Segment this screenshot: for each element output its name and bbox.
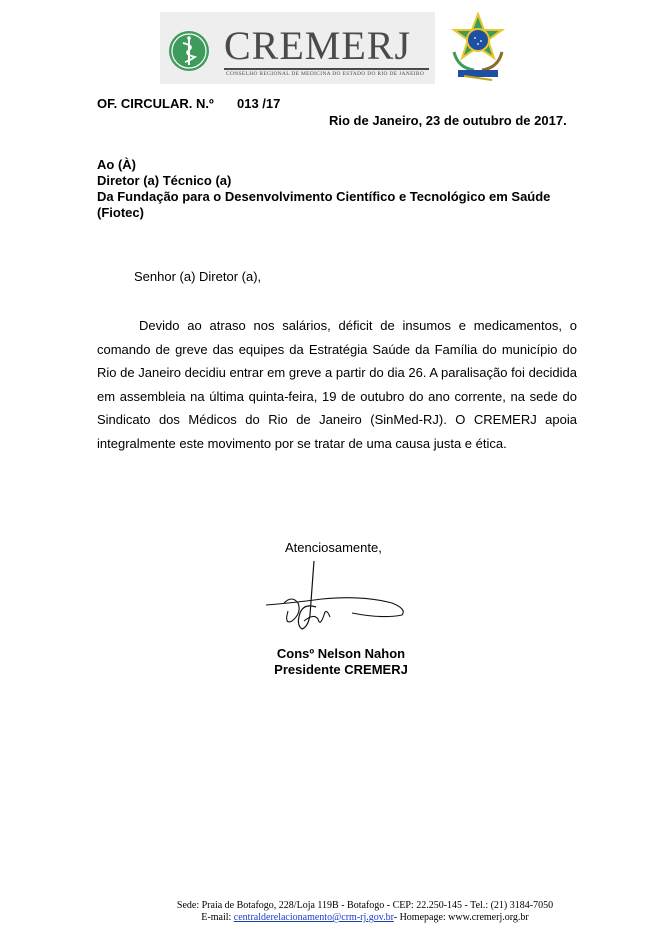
brand-divider [224, 68, 429, 70]
recipient-line: Da Fundação para o Desenvolvimento Científico e Tecnológico em Saúde [97, 189, 551, 204]
handwritten-signature [262, 555, 412, 647]
brand-name: CREMERJ [224, 23, 412, 68]
recipient-line: Diretor (a) Técnico (a) [97, 173, 232, 188]
signer-title: Presidente CREMERJ [274, 662, 408, 677]
coat-of-arms-icon [444, 12, 512, 84]
reference-label: OF. CIRCULAR. N.º [97, 96, 214, 111]
caduceus-logo-icon [168, 30, 210, 72]
body-paragraph: Devido ao atraso nos salários, déficit de insumos e medicamentos, o comando de greve das equipes da Estratégia Saúde da Família do município do Rio de Janeiro decidiu entrar em greve a partir do dia 26. A paralisação foi decidida em assembleia na última quinta-feira, 19 de outubro do ano corrente, na sede do Sindicato dos Médicos do Rio de Janeiro (SinMed-RJ). O CREMERJ apoia integralmente este movimento por se tratar de uma causa justa e ética. [97, 318, 577, 451]
letterhead [160, 10, 515, 86]
brand-subtitle: CONSELHO REGIONAL DE MEDICINA DO ESTADO DO RIO DE JANEIRO [226, 71, 425, 77]
letter-date: Rio de Janeiro, 23 de outubro de 2017. [329, 113, 567, 128]
footer-homepage: - Homepage: www.cremerj.org.br [393, 912, 529, 923]
footer-email-link[interactable]: centralderelacionamento@crm-rj.gov.br [233, 912, 394, 923]
recipient-line: Ao (À) [97, 157, 136, 172]
footer-email-label: E-mail: [201, 912, 232, 923]
signer-name: Consº Nelson Nahon [276, 646, 406, 661]
footer-contact [100, 912, 630, 924]
reference-number: 013 /17 [237, 96, 281, 111]
recipient-line: (Fiotec) [97, 205, 144, 220]
salutation: Senhor (a) Diretor (a), [134, 269, 262, 284]
closing: Atenciosamente, [285, 540, 382, 555]
footer-address: Sede: Praia de Botafogo, 228/Loja 119B - Botafogo - CEP: 22.250-145 - Tel.: (21) 3184-7050 [176, 900, 554, 911]
